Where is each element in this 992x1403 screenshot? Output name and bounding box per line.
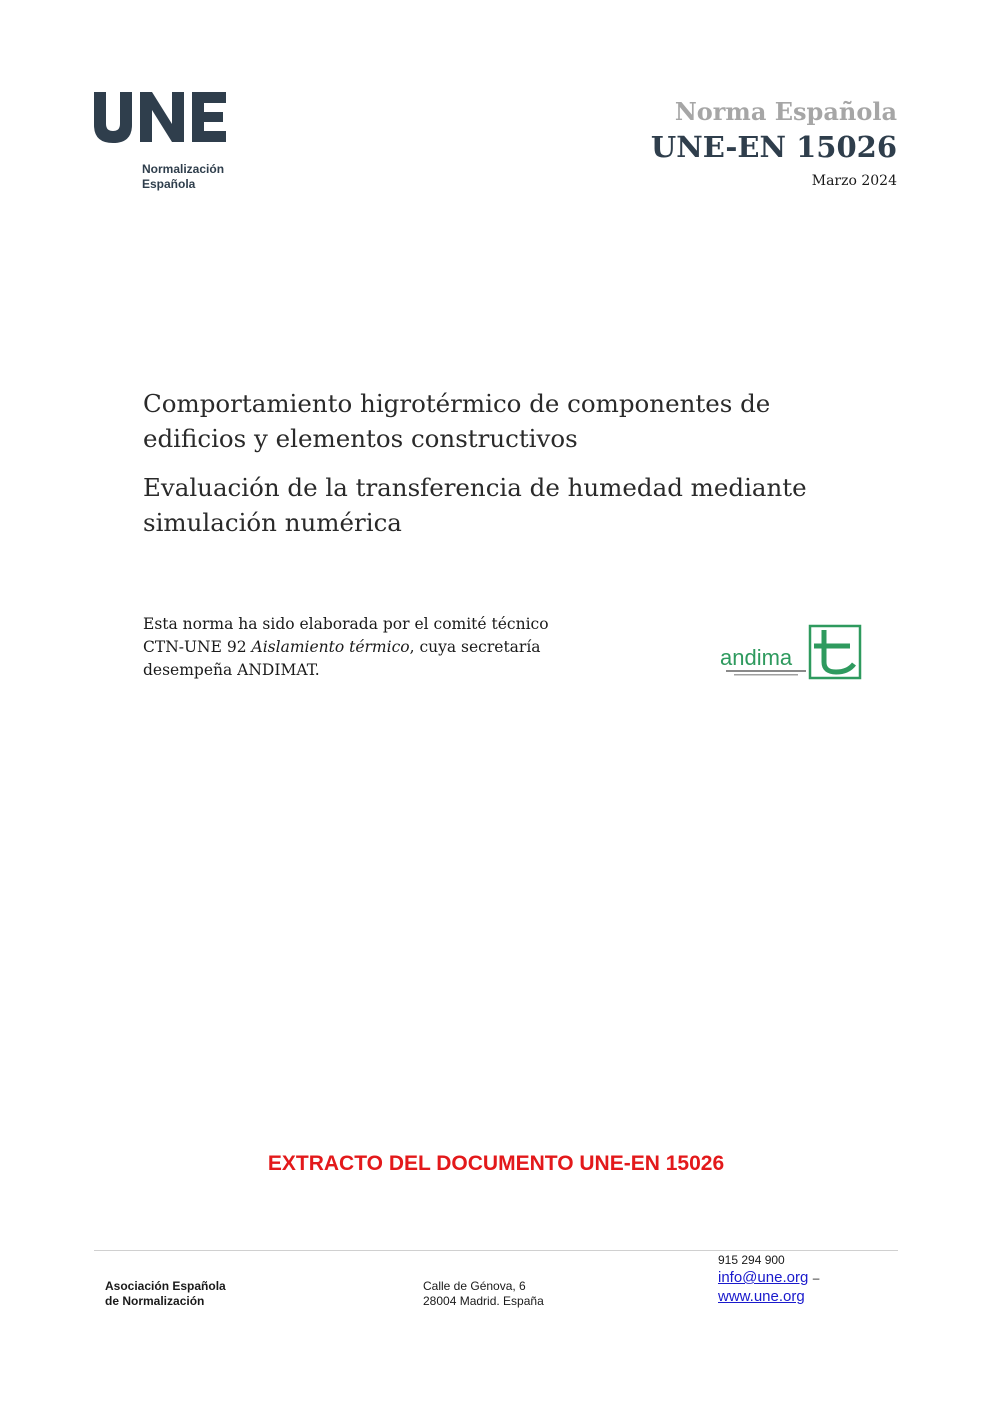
website-link[interactable]: www.une.org xyxy=(718,1288,805,1305)
footer-address-line2: 28004 Madrid. España xyxy=(423,1294,544,1308)
footer-address xyxy=(423,1279,544,1309)
footer-phone: 915 294 900 xyxy=(718,1253,785,1267)
une-wordmark-icon xyxy=(92,88,232,148)
footer-separator: – xyxy=(812,1271,820,1285)
standard-header xyxy=(651,96,897,190)
standard-code: UNE-EN 15026 xyxy=(650,130,897,164)
title-line: Comportamiento higrotérmico de componentes de xyxy=(143,389,771,418)
committee-line2 xyxy=(143,636,603,659)
footer-contact xyxy=(718,1253,819,1306)
committee-name: Aislamiento térmico xyxy=(251,638,410,656)
footer-address-line1: Calle de Génova, 6 xyxy=(423,1279,526,1293)
footer-org-line1: Asociación Española xyxy=(105,1279,226,1293)
andimat-logo xyxy=(720,624,865,684)
logo-subtitle-line2: Española xyxy=(142,177,196,191)
une-logo xyxy=(92,88,232,198)
committee-code: CTN-UNE 92 xyxy=(143,638,252,656)
footer-org-line2: de Normalización xyxy=(105,1294,205,1308)
standard-label: Norma Española xyxy=(674,97,897,126)
title-line: edificios y elementos constructivos xyxy=(143,424,578,453)
committee-suffix: , cuya secretaría xyxy=(409,638,541,656)
svg-text:andima: andima xyxy=(720,645,793,670)
logo-subtitle-line1: Normalización xyxy=(142,162,225,176)
subtitle-line: simulación numérica xyxy=(143,508,402,537)
andimat-logo-icon xyxy=(720,624,865,684)
publication-date: Marzo 2024 xyxy=(811,173,897,189)
subtitle-line: Evaluación de la transferencia de humedad mediante xyxy=(143,473,807,502)
document-title xyxy=(143,386,863,540)
committee-line1: Esta norma ha sido elaborada por el comité técnico xyxy=(143,615,549,633)
extract-notice: EXTRACTO DEL DOCUMENTO UNE-EN 15026 xyxy=(267,1152,725,1175)
email-link[interactable]: info@une.org xyxy=(718,1269,809,1286)
footer-organization xyxy=(105,1279,226,1309)
footer-divider xyxy=(94,1250,898,1251)
committee-statement xyxy=(143,613,603,682)
committee-line3: desempeña ANDIMAT. xyxy=(143,661,320,679)
